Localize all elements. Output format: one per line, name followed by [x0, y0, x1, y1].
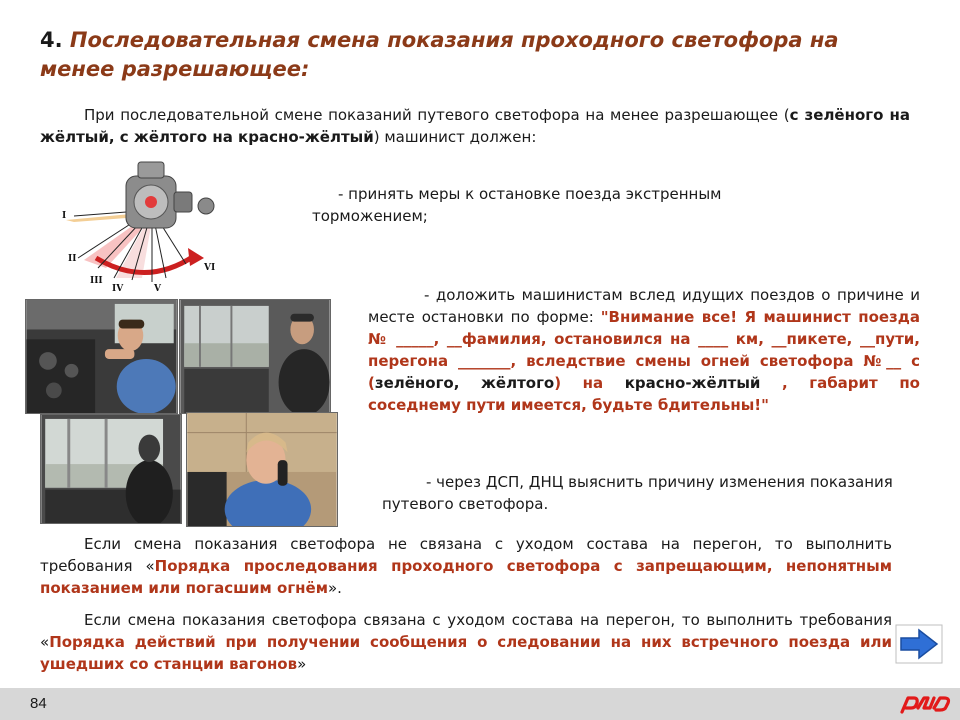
- report-quote-e: , габарит по соседнему пути имеется, будьте бдительны!": [368, 374, 920, 414]
- para2-text-c: »: [297, 655, 307, 673]
- intro-bold: с зелёного на жёлтый, с жёлтого на красно-жёлтый: [40, 106, 910, 146]
- diagram-label-1: I: [62, 211, 67, 221]
- rzd-logo: [898, 692, 954, 716]
- photo-driver-cab: [40, 414, 182, 524]
- para1-text-a: Если смена показания светофора не связана с уходом состава на перегон, то выполнить требования «: [40, 535, 892, 575]
- diagram-label-2: II: [68, 254, 77, 264]
- diagram-label-6: VI: [204, 263, 216, 273]
- diagram-label-4: IV: [112, 284, 124, 294]
- report-quote-c: ) на: [554, 374, 625, 392]
- action-item-brake: - принять меры к остановке поезда экстренным торможением;: [312, 185, 722, 225]
- intro-text-a: При последовательной смене показаний путевого светофора на менее разрешающее (: [84, 106, 790, 124]
- photo-driver-radio-1: [25, 299, 178, 414]
- footer-bar: [0, 688, 960, 720]
- signal-head-diagram: [56, 160, 222, 300]
- intro-text-b: ) машинист должен:: [373, 128, 537, 146]
- report-quote-d: красно-жёлтый: [624, 374, 761, 392]
- para2-rule-name: Порядка действий при получении сообщения о следовании на них встречного поезда или ушедших со станции вагонов: [40, 633, 892, 673]
- para1-text-c: ».: [327, 579, 342, 597]
- page-number: 84: [30, 695, 47, 712]
- diagram-label-5: V: [154, 284, 161, 294]
- photo-driver-radio-2: [179, 299, 331, 414]
- slide-title: [40, 26, 900, 84]
- arrow-right-icon[interactable]: [895, 624, 943, 664]
- title-text: Последовательная смена показания проходного светофора на менее разрешающее:: [40, 28, 839, 81]
- diagram-label-3: III: [90, 276, 103, 286]
- paragraph-no-departure: [40, 533, 892, 599]
- report-quote-b: зелёного, жёлтого: [374, 374, 555, 392]
- intro-paragraph: [40, 104, 910, 148]
- paragraph-departure: [40, 609, 892, 675]
- action-item-dispatcher: - через ДСП, ДНЦ выяснить причину изменения показания путевого светофора.: [382, 473, 893, 513]
- photo-dispatcher-phone: [186, 412, 338, 527]
- report-quote-a: "Внимание все! Я машинист поезда № _____, __фамилия, остановился на ____ км, __пикете, __пути, перегона _______, вследствие смены огней светофора №__ с (: [368, 308, 920, 392]
- report-text-a: - доложить машинистам вслед идущих поездов о причине и месте остановки по форме:: [368, 286, 920, 326]
- para1-rule-name: Порядка проследования проходного светофора с запрещающим, непонятным показанием или погасшим огнём: [40, 557, 892, 597]
- title-number: 4.: [40, 28, 63, 52]
- para2-text-a: Если смена показания светофора связана с уходом состава на перегон, то выполнить требования «: [40, 611, 892, 651]
- action-item-report: [368, 284, 920, 416]
